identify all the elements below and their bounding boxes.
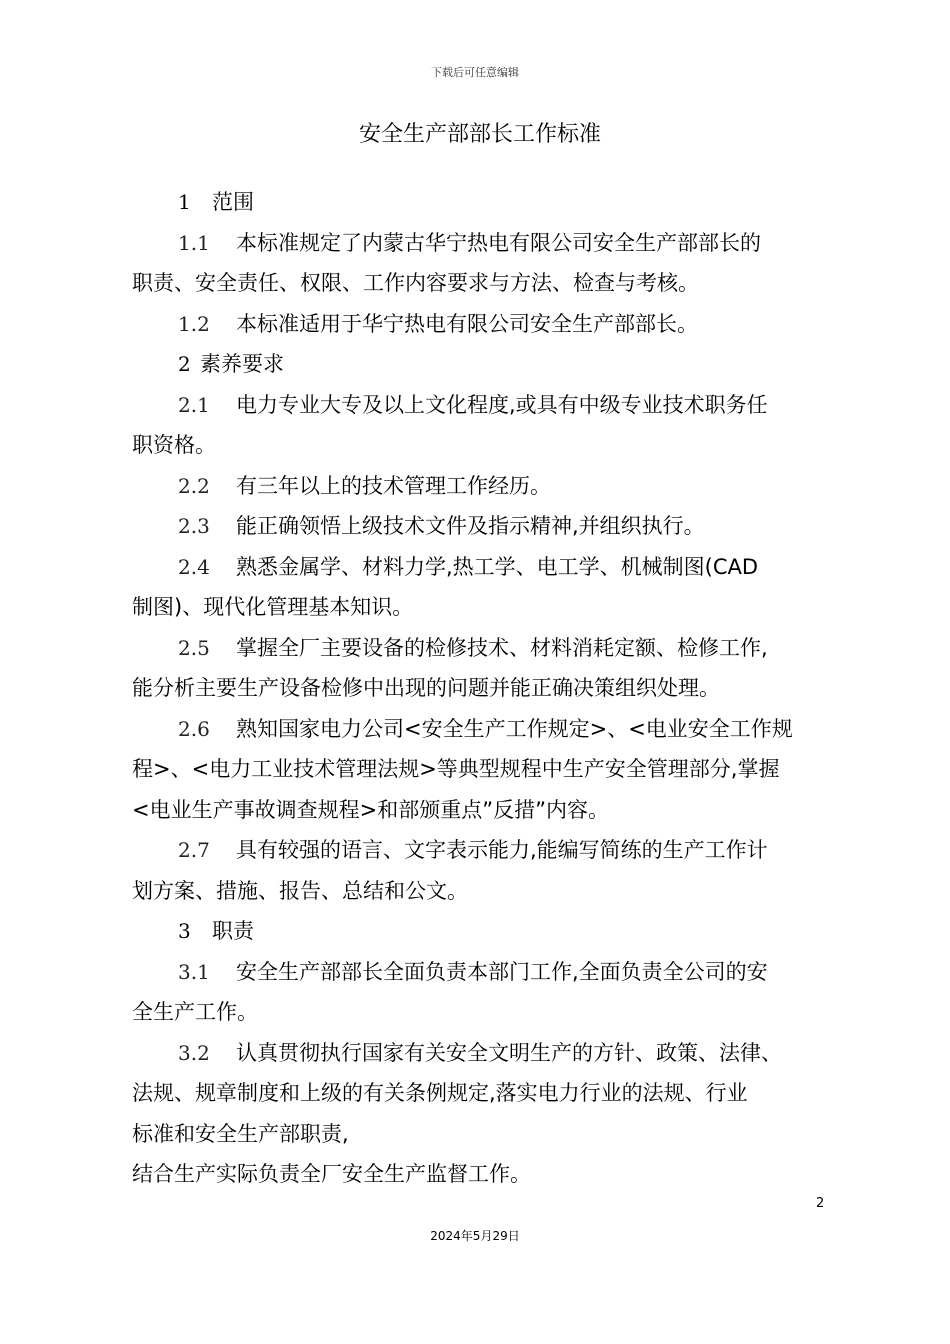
paragraph-text: 能分析主要生产设备检修中出现的问题并能正确决策组织处理。 bbox=[132, 676, 720, 700]
footer-date: 2024年5月29日 bbox=[430, 1229, 520, 1243]
paragraph-line bbox=[132, 547, 832, 588]
paragraph-text: 全生产工作。 bbox=[132, 1000, 258, 1024]
header-note: 下载后可任意编辑 bbox=[431, 66, 519, 79]
paragraph-text: 法规、规章制度和上级的有关条例规定,落实电力行业的法规、行业 bbox=[132, 1081, 748, 1105]
paragraph-line bbox=[132, 385, 832, 426]
paragraph-text: 划方案、措施、报告、总结和公文。 bbox=[132, 878, 468, 903]
paragraph-text: <电业生产事故调查规程>和部颁重点”反措”内容。 bbox=[132, 797, 609, 822]
paragraph-line bbox=[132, 506, 832, 547]
paragraph-text: 安全生产部部长全面负责本部门工作,全面负责全公司的安 bbox=[236, 959, 768, 984]
paragraph-text: 本标准适用于华宁热电有限公司安全生产部部长。 bbox=[236, 311, 698, 336]
paragraph-text: 有三年以上的技术管理工作经历。 bbox=[236, 473, 551, 498]
section-number: 2 bbox=[178, 352, 191, 376]
document-body bbox=[132, 182, 832, 1195]
section-title: 职责 bbox=[212, 919, 254, 943]
paragraph-line bbox=[132, 992, 832, 1033]
paragraph-text: 结合生产实际负责全厂安全生产监督工作。 bbox=[132, 1162, 531, 1186]
paragraph-line bbox=[132, 952, 832, 993]
clause-number: 1.2 bbox=[178, 311, 210, 336]
paragraph-line bbox=[132, 223, 832, 264]
paragraph-line bbox=[132, 871, 832, 912]
paragraph-text: 电力专业大专及以上文化程度,或具有中级专业技术职务任 bbox=[236, 392, 768, 417]
paragraph-text: 本标准规定了内蒙古华宁热电有限公司安全生产部部长的 bbox=[236, 230, 761, 255]
paragraph-text: 职责、安全责任、权限、工作内容要求与方法、检查与考核。 bbox=[132, 271, 699, 295]
paragraph-line bbox=[132, 466, 832, 507]
section-number: 3 bbox=[178, 919, 191, 943]
paragraph-line bbox=[132, 1154, 832, 1195]
clause-number: 2.7 bbox=[178, 838, 210, 862]
section-heading bbox=[132, 182, 832, 223]
paragraph-text: 掌握全厂主要设备的检修技术、材料消耗定额、检修工作, bbox=[236, 635, 768, 660]
paragraph-text: 认真贯彻执行国家有关安全文明生产的方针、政策、法律、 bbox=[236, 1040, 782, 1065]
paragraph-line bbox=[132, 425, 832, 466]
clause-number: 2.6 bbox=[178, 716, 210, 741]
paragraph-line bbox=[132, 263, 832, 304]
section-heading bbox=[132, 911, 832, 952]
section-heading bbox=[132, 344, 832, 385]
paragraph-line bbox=[132, 587, 832, 628]
section-title: 范围 bbox=[212, 190, 254, 214]
page-number: 2 bbox=[816, 1196, 825, 1211]
paragraph-text: 制图)、现代化管理基本知识。 bbox=[132, 595, 414, 619]
paragraph-text: 标准和安全生产部职责, bbox=[132, 1121, 349, 1146]
clause-number: 2.4 bbox=[178, 554, 210, 579]
paragraph-text: 熟悉金属学、材料力学,热工学、电工学、机械制图(CAD bbox=[236, 554, 759, 579]
paragraph-line bbox=[132, 628, 832, 669]
clause-number: 1.1 bbox=[178, 230, 210, 255]
document-title: 安全生产部部长工作标准 bbox=[358, 122, 601, 147]
section-title: 素养要求 bbox=[200, 352, 284, 376]
clause-number: 2.3 bbox=[178, 514, 210, 538]
paragraph-line bbox=[132, 1073, 832, 1114]
clause-number: 2.1 bbox=[178, 392, 210, 417]
clause-number: 2.5 bbox=[178, 635, 210, 660]
paragraph-line bbox=[132, 668, 832, 709]
paragraph-line bbox=[132, 790, 832, 831]
clause-number: 2.2 bbox=[178, 473, 210, 498]
paragraph-line bbox=[132, 1033, 832, 1074]
paragraph-text: 熟知国家电力公司<安全生产工作规定>、<电业安全工作规 bbox=[236, 716, 793, 741]
paragraph-text: 职资格。 bbox=[132, 433, 216, 457]
paragraph-text: 程>、<电力工业技术管理法规>等典型规程中生产安全管理部分,掌握 bbox=[132, 757, 780, 781]
section-number: 1 bbox=[178, 190, 191, 214]
paragraph-line bbox=[132, 709, 832, 750]
paragraph-text: 具有较强的语言、文字表示能力,能编写简练的生产工作计 bbox=[236, 838, 768, 862]
clause-number: 3.1 bbox=[178, 959, 210, 984]
paragraph-line bbox=[132, 830, 832, 871]
paragraph-line bbox=[132, 304, 832, 345]
clause-number: 3.2 bbox=[178, 1040, 210, 1065]
paragraph-line bbox=[132, 1114, 832, 1155]
paragraph-line bbox=[132, 749, 832, 790]
paragraph-text: 能正确领悟上级技术文件及指示精神,并组织执行。 bbox=[236, 514, 705, 538]
